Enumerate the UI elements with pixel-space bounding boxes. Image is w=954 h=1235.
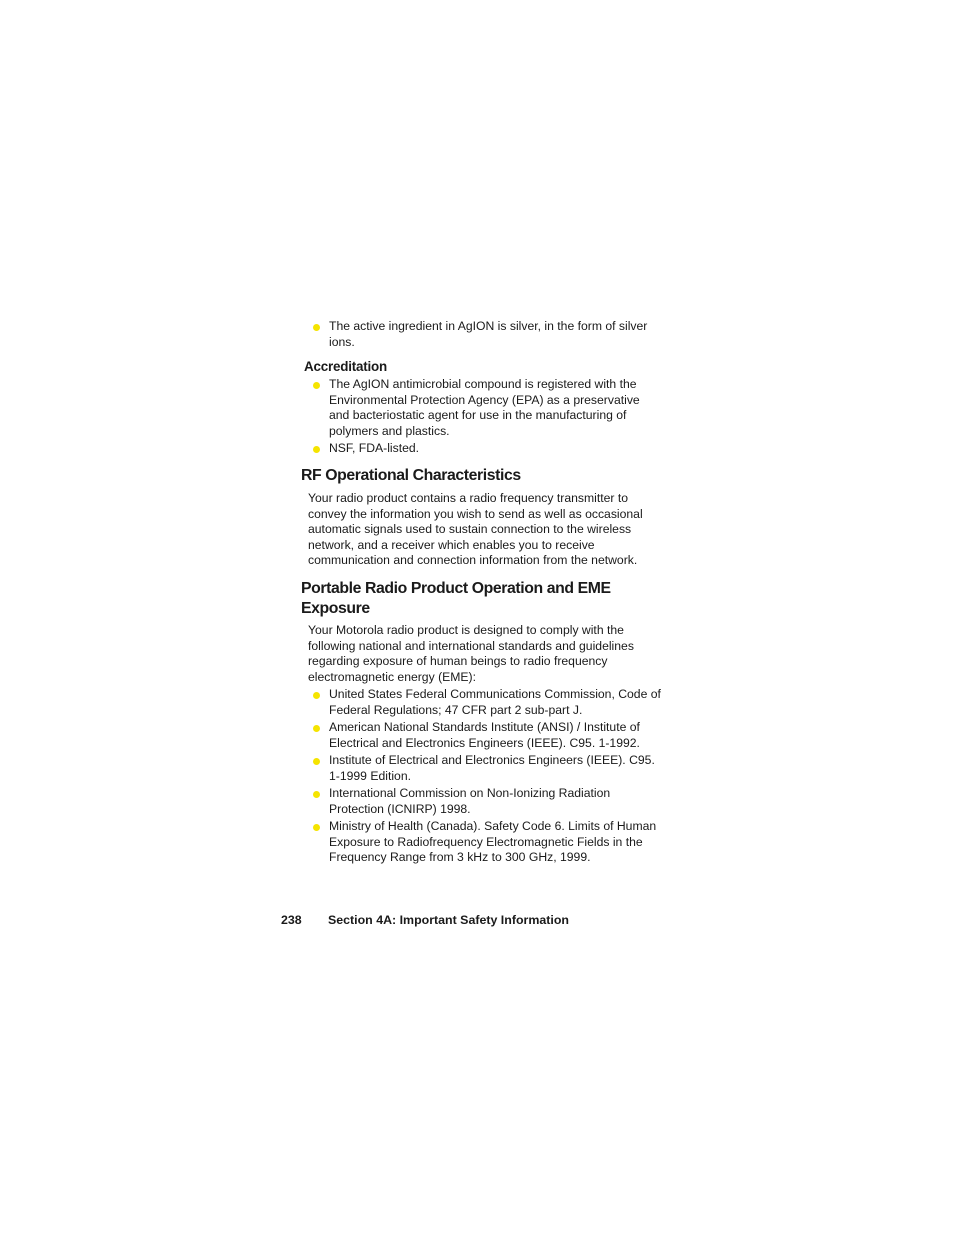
list-item-text: American National Standards Institute (ANSI) / Institute of Electrical and Electronics Engineers (IEEE). C95. 1-1992.	[329, 719, 640, 750]
accreditation-bullet-list	[312, 377, 662, 459]
bullet-icon	[313, 758, 320, 765]
bullet-icon	[313, 725, 320, 732]
bullet-icon	[313, 446, 320, 453]
list-item	[312, 753, 662, 784]
bullet-icon	[313, 824, 320, 831]
footer-section-title: Section 4A: Important Safety Information	[328, 913, 569, 927]
list-item-text: NSF, FDA-listed.	[329, 441, 420, 456]
eme-section-body: Your Motorola radio product is designed to comply with the following national and international standards and guidelines regarding exposure of human beings to radio frequency electromagnetic energy (EME):	[308, 623, 634, 684]
bullet-icon	[313, 382, 320, 389]
rf-section-body: Your radio product contains a radio frequency transmitter to convey the information you wish to send as well as occasional automatic signals used to sustain connection to the wireless network, and a receiver which enables you to receive communication and connection information from the network.	[308, 491, 643, 568]
bullet-icon	[313, 324, 320, 331]
list-item	[312, 441, 662, 457]
page-number: 238	[281, 913, 302, 927]
list-item-text: The AgION antimicrobial compound is registered with the Environmental Protection Agency (EPA) as a preservative and bacteriostatic agent for use in the manufacturing of polymers and plastics.	[329, 377, 640, 438]
bullet-icon	[313, 692, 320, 699]
list-item	[312, 819, 662, 866]
list-item-text: The active ingredient in AgION is silver, in the form of silver ions.	[329, 319, 648, 349]
list-item	[312, 786, 662, 817]
list-item-text: United States Federal Communications Commission, Code of Federal Regulations; 47 CFR part 2 sub-part J.	[329, 687, 661, 717]
list-item	[312, 377, 662, 439]
rf-section-heading: RF Operational Characteristics	[301, 467, 521, 484]
page-footer	[281, 913, 569, 927]
eme-section-heading: Portable Radio Product Operation and EME Exposure	[301, 580, 611, 617]
list-item	[312, 720, 662, 751]
agion-bullet-list	[312, 319, 662, 352]
list-item	[312, 687, 662, 718]
list-item-text: International Commission on Non-Ionizing Radiation Protection (ICNIRP) 1998.	[329, 785, 611, 816]
accreditation-heading: Accreditation	[304, 359, 387, 374]
eme-standards-bullet-list	[312, 687, 662, 868]
bullet-icon	[313, 791, 320, 798]
list-item-text: Institute of Electrical and Electronics Engineers (IEEE). C95. 1-1999 Edition.	[329, 752, 655, 783]
list-item-text: Ministry of Health (Canada). Safety Code 6. Limits of Human Exposure to Radiofrequency Electromagnetic Fields in the Frequency Range from 3 kHz to 300 GHz, 1999.	[329, 818, 657, 865]
list-item	[312, 319, 662, 350]
